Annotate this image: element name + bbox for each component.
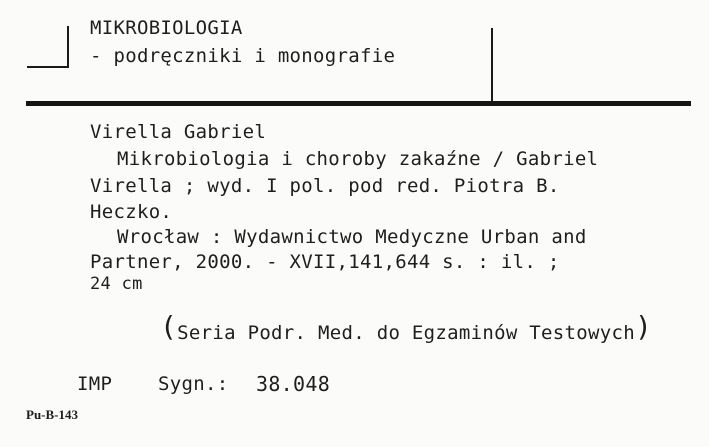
location-code: IMP [77,373,113,395]
card-code: Pu-B-143 [26,407,78,422]
author-line: Virella Gabriel [90,121,267,143]
series-close-paren: ) [634,310,653,343]
corner-bracket-horizontal [27,66,69,68]
series-title: Seria Podr. Med. do Egzaminów Testowych [177,322,635,344]
imprint-line-2: Partner, 2000. - XVII,141,644 s. : il. ; [90,251,560,273]
header-rule [26,101,691,106]
header-divider [491,28,493,102]
corner-bracket-vertical [67,26,69,68]
series-statement [113,298,652,364]
series-open-paren: ( [159,310,178,343]
title-line-2: Virella ; wyd. I pol. pod red. Piotra B. [90,175,560,197]
title-line-3: Heczko. [90,201,173,223]
signature-value: 38.048 [256,372,331,396]
imprint-line-1: Wrocław : Wydawnictwo Medyczne Urban and [117,226,587,248]
subject-subdivision: - podręczniki i monografie [90,45,396,67]
title-line-1: Mikrobiologia i choroby zakaźne / Gabriel [117,148,599,170]
subject-heading: MIKROBIOLOGIA [90,17,243,39]
imprint-line-3: 24 cm [90,274,143,294]
signature-label: Sygn.: [158,373,229,395]
